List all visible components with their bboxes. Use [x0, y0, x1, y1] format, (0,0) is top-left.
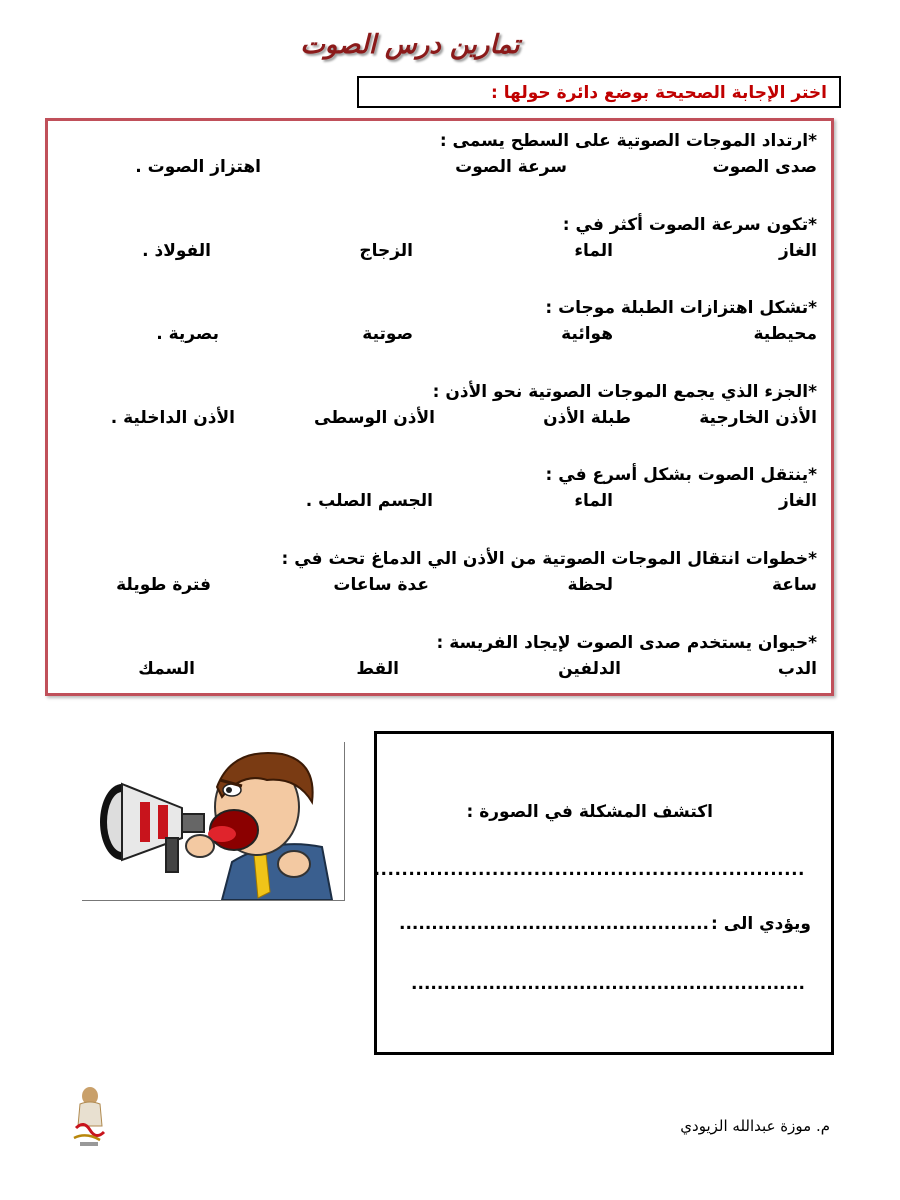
answer-line-3[interactable]: .............................................................: [411, 974, 805, 994]
option[interactable]: الغاز: [779, 491, 817, 511]
megaphone-handle: [166, 838, 178, 872]
question-text: *تكون سرعة الصوت أكثر في :: [562, 215, 817, 235]
option[interactable]: صوتية: [362, 324, 413, 344]
option[interactable]: الأذن الوسطى: [314, 408, 435, 428]
answer-line-2[interactable]: ................................................: [399, 914, 709, 934]
zayed-logo: [66, 1082, 112, 1148]
suit: [222, 844, 332, 900]
option[interactable]: اهتزاز الصوت .: [135, 157, 261, 177]
option[interactable]: الدلفين: [558, 659, 621, 679]
option[interactable]: ساعة: [771, 575, 817, 595]
instruction-text: اختر الإجابة الصحيحة بوضع دائرة حولها :: [491, 83, 827, 103]
author-name: م. موزة عبدالله الزيودي: [680, 1117, 830, 1135]
questions-box: [45, 118, 834, 696]
option[interactable]: الأذن الداخلية .: [110, 408, 235, 428]
option[interactable]: الغاز: [779, 241, 817, 261]
option[interactable]: السمك: [138, 659, 195, 679]
question-text: *خطوات انتقال الموجات الصوتية من الأذن الي الدماغ تحث في :: [281, 549, 817, 569]
option[interactable]: الزجاج: [359, 241, 413, 261]
hand: [186, 835, 214, 857]
question-text: *تشكل اهتزازات الطبلة موجات :: [545, 298, 817, 318]
question-text: *الجزء الذي يجمع الموجات الصوتية نحو الأذن :: [432, 382, 817, 402]
megaphone-shouting-image: [82, 742, 344, 900]
option[interactable]: طبلة الأذن: [543, 408, 631, 428]
option[interactable]: هوائية: [561, 324, 613, 344]
option[interactable]: الماء: [574, 491, 613, 511]
option[interactable]: سرعة الصوت: [455, 157, 567, 177]
page-title: تمارين درس الصوت: [300, 30, 520, 60]
option[interactable]: الدب: [777, 659, 817, 679]
logo-emblem: [66, 1082, 112, 1148]
option[interactable]: بصرية .: [156, 324, 219, 344]
option[interactable]: محيطية: [753, 324, 817, 344]
problem-box: [374, 731, 834, 1055]
option[interactable]: الأذن الخارجية: [699, 408, 817, 428]
shouting-man-illustration: [82, 742, 345, 901]
option[interactable]: الجسم الصلب .: [305, 491, 433, 511]
leads-to-label: ويؤدي الى :: [711, 914, 811, 934]
option[interactable]: عدة ساعات: [333, 575, 429, 595]
question-text: *ارتداد الموجات الصوتية على السطح يسمى :: [439, 131, 817, 151]
answer-line-1[interactable]: ..............................................................: [373, 860, 805, 880]
question-text: *ينتقل الصوت بشكل أسرع في :: [545, 465, 817, 485]
option[interactable]: فترة طويلة: [116, 575, 211, 595]
option[interactable]: الماء: [574, 241, 613, 261]
fist: [278, 851, 310, 877]
option[interactable]: القط: [356, 659, 399, 679]
instruction-box: [357, 76, 841, 108]
question-text: *حيوان يستخدم صدى الصوت لإيجاد الفريسة :: [436, 633, 817, 653]
option[interactable]: الفولاذ .: [142, 241, 211, 261]
problem-heading: اكتشف المشكلة في الصورة :: [466, 802, 713, 822]
option[interactable]: صدى الصوت: [712, 157, 817, 177]
option[interactable]: لحظة: [567, 575, 613, 595]
